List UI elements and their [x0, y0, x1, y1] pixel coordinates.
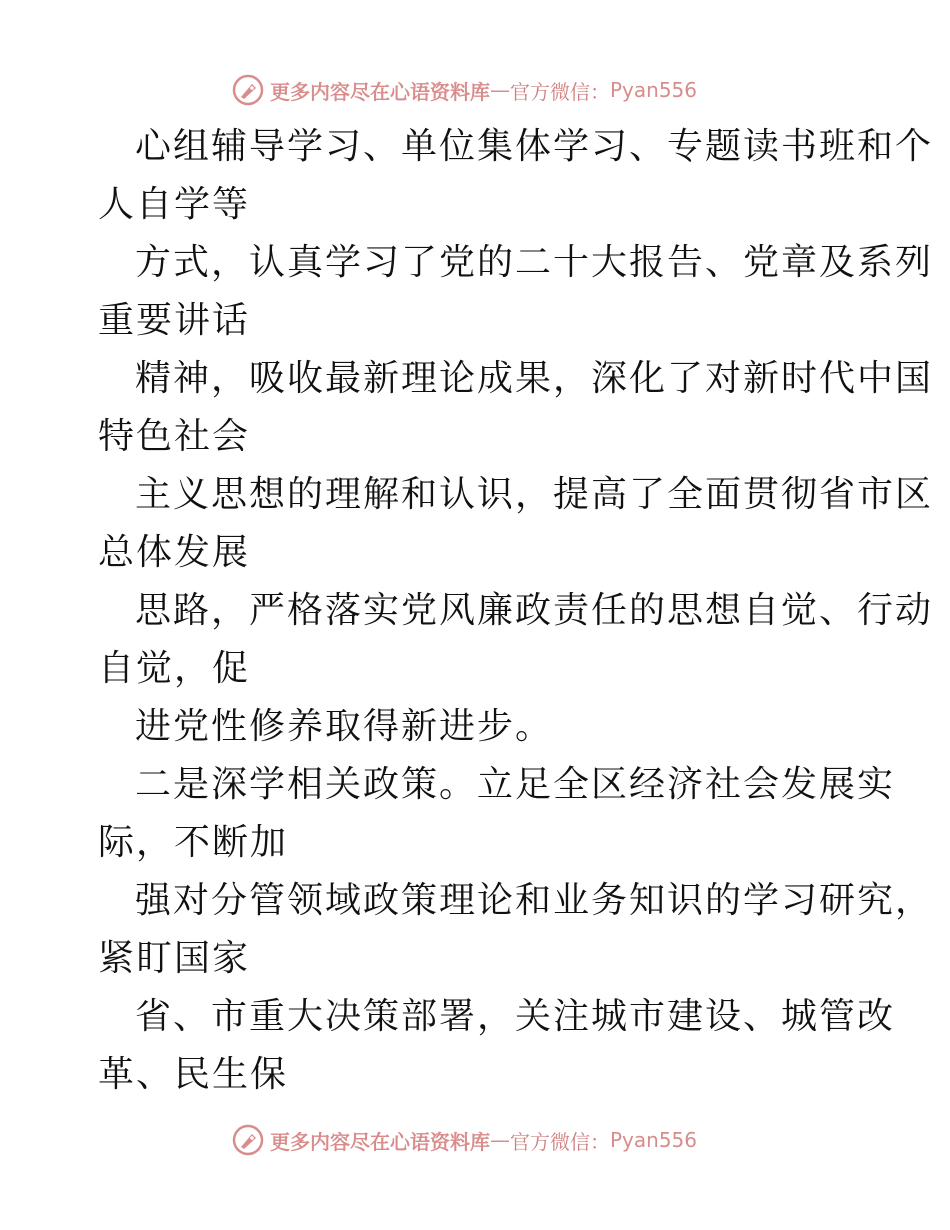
header-watermark-banner [232, 70, 712, 110]
text-line: 精神，吸收最新理论成果，深化了对新时代中国 [135, 358, 934, 399]
text-line: 进党性修养取得新进步。 [135, 706, 554, 747]
text-line: 心组辅导学习、单位集体学习、专题读书班和个 [135, 126, 934, 167]
banner-wechat-label: 官方微信： [510, 79, 610, 104]
text-line: 思路，严格落实党风廉政责任的思想自觉、行动 [135, 590, 934, 631]
pen-nib-logo-icon [232, 1124, 264, 1156]
text-line: 自觉，促 [98, 648, 251, 689]
text-line: 紧盯国家 [98, 938, 251, 979]
text-line: 际，不断加 [98, 822, 289, 863]
banner-site-text: 更多内容尽在心语资料库 [270, 79, 490, 104]
text-line: 强对分管领域政策理论和业务知识的学习研究， [135, 880, 934, 921]
banner-dash: — [490, 78, 510, 102]
text-line: 人自学等 [98, 184, 251, 225]
text-line: 重要讲话 [98, 300, 251, 341]
text-line: 二是深学相关政策。立足全区经济社会发展实 [135, 764, 896, 805]
banner-wechat-label: 官方微信： [510, 1129, 610, 1154]
text-line: 革、民生保 [98, 1054, 289, 1095]
text-line: 特色社会 [98, 416, 251, 457]
text-line: 方式，认真学习了党的二十大报告、党章及系列 [135, 242, 934, 283]
banner-dash: — [490, 1128, 510, 1152]
banner-site-text: 更多内容尽在心语资料库 [270, 1129, 490, 1154]
banner-wechat-id: Pyan556 [610, 78, 698, 102]
footer-watermark-banner [232, 1120, 712, 1160]
text-line: 总体发展 [98, 532, 251, 573]
text-line: 主义思想的理解和认识，提高了全面贯彻省市区 [135, 474, 934, 515]
banner-wechat-id: Pyan556 [610, 1128, 698, 1152]
pen-nib-logo-icon [232, 74, 264, 106]
text-line: 省、市重大决策部署，关注城市建设、城管改 [135, 996, 896, 1037]
